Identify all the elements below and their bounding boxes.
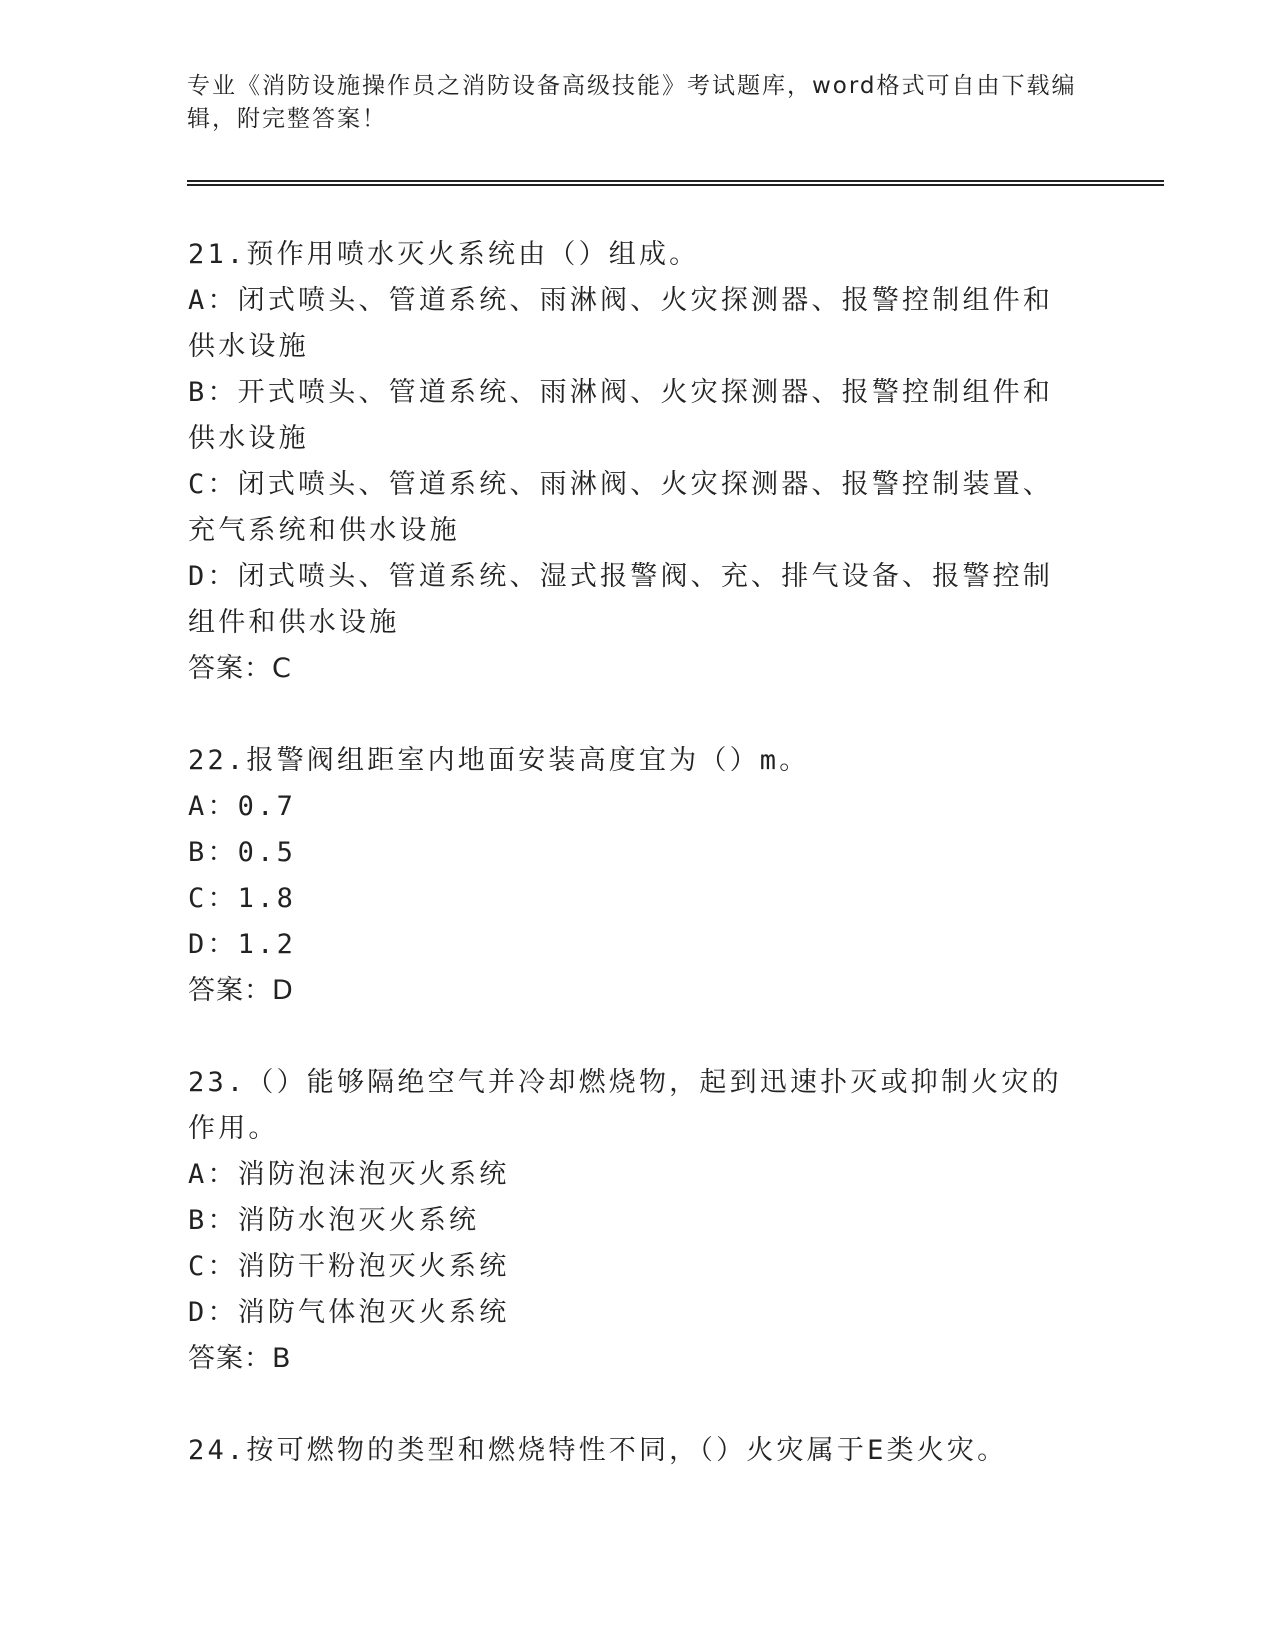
option-b: B：开式喷头、管道系统、雨淋阀、火灾探测器、报警控制组件和供水设施 [188,377,1054,454]
option-a: A：闭式喷头、管道系统、雨淋阀、火灾探测器、报警控制组件和供水设施 [188,285,1054,362]
question-23 [188,1060,1078,1382]
question-stem: 23.（）能够隔绝空气并冷却燃烧物，起到迅速扑灭或抑制火灾的作用。 [188,1067,1062,1144]
question-24 [188,1428,1078,1474]
option-c: C：1.8 [188,883,297,914]
question-stem: 21.预作用喷水灭火系统由（）组成。 [188,239,700,270]
spacer [188,692,1078,738]
spacer [188,1014,1078,1060]
option-b: B：0.5 [188,837,297,868]
header-divider [187,180,1164,186]
option-a: A：0.7 [188,791,297,822]
question-list [188,232,1078,1474]
option-d: D：消防气体泡灭火系统 [188,1297,510,1328]
answer: 答案：B [188,1343,292,1374]
option-d: D：闭式喷头、管道系统、湿式报警阀、充、排气设备、报警控制组件和供水设施 [188,561,1054,638]
question-22 [188,738,1078,1014]
question-stem: 24.按可燃物的类型和燃烧特性不同，（）火灾属于E类火灾。 [188,1435,1008,1466]
option-a: A：消防泡沫泡灭火系统 [188,1159,510,1190]
option-d: D：1.2 [188,929,297,960]
answer: 答案：D [188,975,294,1006]
option-c: C：闭式喷头、管道系统、雨淋阀、火灾探测器、报警控制装置、充气系统和供水设施 [188,469,1054,546]
question-21 [188,232,1078,692]
answer: 答案：C [188,653,292,684]
spacer [188,1382,1078,1428]
option-b: B：消防水泡灭火系统 [188,1205,480,1236]
document-intro: 专业《消防设施操作员之消防设备高级技能》考试题库，word格式可自由下载编辑，附完整答案！ [187,73,1077,132]
option-c: C：消防干粉泡灭火系统 [188,1251,510,1282]
question-stem: 22.报警阀组距室内地面安装高度宜为（）m。 [188,745,810,776]
